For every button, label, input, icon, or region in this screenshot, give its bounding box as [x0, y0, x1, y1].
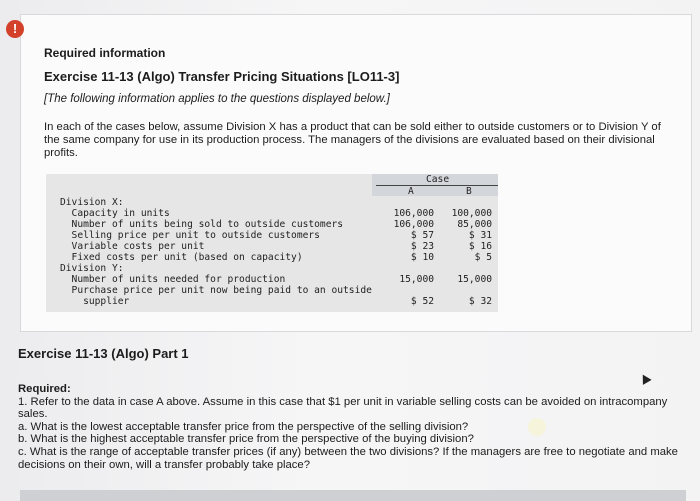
case-a-value: $ 23: [410, 241, 434, 252]
case-a-value: $ 10: [410, 252, 434, 263]
case-column-label: Case: [426, 174, 450, 185]
case-a-value: 106,000: [393, 208, 434, 219]
case-b-value: $ 16: [468, 241, 492, 252]
required-heading: Required:: [18, 383, 71, 395]
required-questions: [18, 383, 690, 471]
case-b-value: 15,000: [457, 274, 492, 285]
exercise-title: Exercise 11-13 (Algo) Transfer Pricing Situations [LO11-3]: [44, 69, 400, 84]
column-a-header: A: [408, 186, 414, 197]
part-title: Exercise 11-13 (Algo) Part 1: [18, 346, 189, 361]
answer-section-bar[interactable]: [20, 490, 686, 501]
intro-paragraph: In each of the cases below, assume Division X has a product that can be sold either to outside customers or to Division Y of the same company for use in its production process. The managers of the divisions are evaluated based on their divisional profits.: [44, 121, 661, 159]
question-c: c. What is the range of acceptable transfer prices (if any) between the two divisions? If the managers are free to negotiate and make decisions on their own, will a transfer probably take place?: [18, 445, 678, 471]
case-a-value: $ 57: [410, 230, 434, 241]
question-a: a. What is the lowest acceptable transfer price from the perspective of the selling division?: [18, 420, 469, 433]
exclamation-icon: !: [6, 20, 24, 38]
question-b: b. What is the highest acceptable transfer price from the perspective of the buying division?: [18, 433, 474, 446]
table-row: Variable costs per unit: [60, 241, 205, 252]
case-a-value: 106,000: [393, 219, 434, 230]
case-data-table: [46, 174, 498, 312]
column-header-rule: [376, 185, 498, 186]
case-a-value: 15,000: [399, 274, 434, 285]
column-b-header: B: [466, 186, 472, 197]
table-row: Division X:: [60, 197, 124, 208]
table-row: Purchase price per unit now being paid to an outside: [60, 285, 372, 296]
table-row: Fixed costs per unit (based on capacity): [60, 252, 303, 263]
table-row: Capacity in units: [60, 208, 170, 219]
case-b-value: 85,000: [457, 219, 492, 230]
question-1: 1. Refer to the data in case A above. Assume in this case that $1 per unit in variable selling costs can be avoided on intracompany sales.: [18, 395, 668, 421]
table-row: Division Y:: [60, 263, 124, 274]
table-row: Number of units needed for production: [60, 274, 286, 285]
table-row: Selling price per unit to outside customers: [60, 230, 320, 241]
case-b-value: 100,000: [451, 208, 492, 219]
table-row: Number of units being sold to outside customers: [60, 219, 344, 230]
case-b-value: $ 5: [474, 252, 492, 263]
case-a-value: $ 52: [410, 296, 434, 307]
required-info-heading: Required information: [44, 46, 166, 60]
info-note: [The following information applies to the questions displayed below.]: [44, 93, 390, 105]
table-row: supplier: [60, 296, 130, 307]
case-b-value: $ 31: [468, 230, 492, 241]
case-b-value: $ 32: [468, 296, 492, 307]
